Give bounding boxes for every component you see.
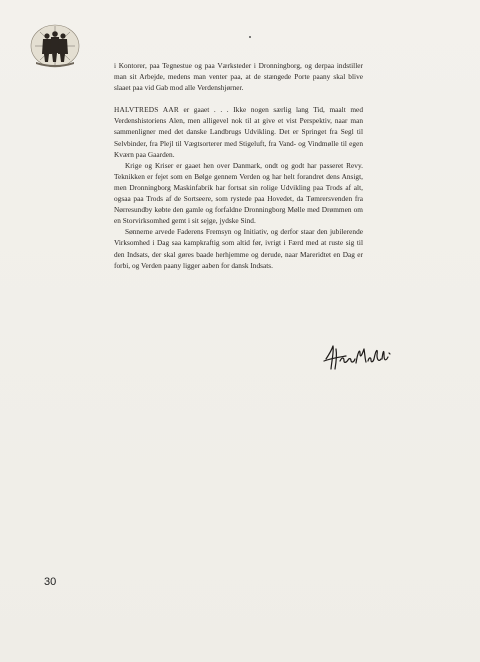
paragraph-2-rest: er gaaet . . . Ikke nogen særlig lang Tid, maalt med Verdenshistoriens Alen, men alligevel nok til at give et vist Perspektiv, naar man sammenligner med det danske Landbrugs Udvikling. Det er Springet fra Segl til Selvbinder, fra Plejl til Vægtsorterer med Stigeluft, fra Vand- og Vindmølle til egen Kværn paa Gaarden. bbox=[114, 105, 363, 159]
paragraph-4: Sønnerne arvede Faderens Fremsyn og Initiativ, og derfor staar den jubilerende Virksomhed i Dag saa kampkraftig som altid før, ivrigt i Færd med at ruste sig til den Indsats, der skal gøres baade herhjemme og derude, naar Mareridtet en Dag er forbi, og Verden paany ligger aaben for dansk Indsats. bbox=[114, 227, 363, 270]
body-text bbox=[114, 60, 363, 271]
paragraph-1: i Kontorer, paa Tegnestue og paa Værksteder i Dronningborg, og derpaa indstiller man sit Arbejde, medens man venter paa, at de stængede Porte paany skal blive slaaet paa vid Gab mod alle Verdenshjørner. bbox=[114, 61, 363, 93]
handwritten-signature bbox=[322, 343, 392, 373]
paragraph-2-lead: HALVTREDS AAR bbox=[114, 105, 179, 115]
decorative-dot bbox=[249, 36, 251, 38]
page-number: 30 bbox=[44, 576, 57, 588]
workers-emblem-icon bbox=[30, 22, 80, 68]
paragraph-2 bbox=[114, 104, 363, 159]
paragraph-3: Krige og Kriser er gaaet hen over Danmark, ondt og godt har passeret Revy. Teknikken er fejet som en Bølge gennem Verden og har helt forandret dens Ansigt, men Dronningborg Maskinfabrik har fortsat sin rolige Udvikling paa Trods af alt, ogsaa paa Trods af de Sortseere, som rystede paa Hovedet, da Tømrersvenden fra Nørresundby købte den gamle og forfaldne Dronningborg Mølle med Drømmen om en Storvirksomhed gemt i sit sejge, jydske Sind. bbox=[114, 160, 363, 226]
